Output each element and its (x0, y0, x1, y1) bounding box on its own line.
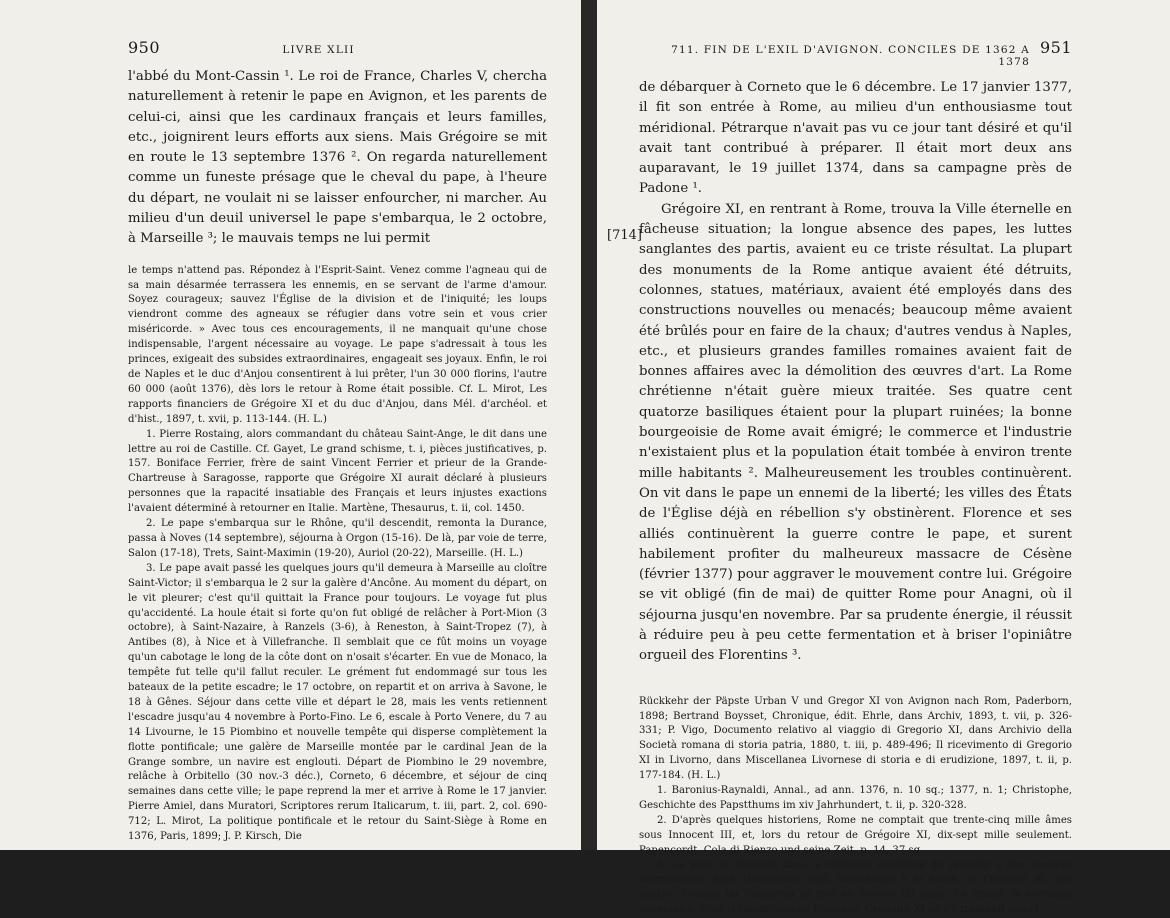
page-number: 951 (1039, 38, 1072, 57)
running-title: 711. FIN DE L'EXIL D'AVIGNON. CONCILES DE 1362 A 1378 (671, 44, 1030, 68)
footnote: 3. Le pape se trouvait dans la fâcheuse condition de recourir à des services mercenaires. John Hawkwood était maintenant à la solde de Florence et, par contre, Rodolfo da Camerino se met au service du pape. Le grand, le véritable adversaire, c'est la république de Florence, Grégoire XI ne s'y trompait pas et (639, 859, 1072, 916)
running-head (639, 38, 1072, 68)
body-paragraph: l'abbé du Mont-Cassin ¹. Le roi de France, Charles V, chercha naturellement à retenir le pape en Avignon, et les parents de celui-ci, ainsi que les cardinaux français et leurs familles, etc., joignirent leurs efforts aux siens. Mais Grégoire se mit en route le 13 septembre 1376 ². On regarda naturellement comme un funeste présage que le cheval du pape, à l'heure du départ, ne voulait ni se laisser enfourcher, ni marcher. Au milieu d'un deuil universel le pape s'embarqua, le 2 octobre, à Marseille ³; le mauvais temps ne lui permit (128, 69, 547, 247)
body-paragraph: Grégoire XI, en rentrant à Rome, trouva la Ville éternelle en fâcheuse situation; la longue absence des papes, les luttes sanglantes des partis, avaient eu ce triste résultat. La plupart des monuments de la Rome antique avaient été détruits, colonnes, statues, matériaux, avaient été employés dans des constructions nouvelles ou menacés; beaucoup même avaient été brûlés pour en faire de la chaux; d'autres vendus à Naples, etc., et plusieurs grandes familles romaines avaient fait de bonnes affaires avec la démolition des œuvres d'art. La Rome chrétienne n'était guère mieux traitée. Ses quatre cent quatorze basiliques étaient pour la plupart ruinées; la bonne bourgeoisie de Rome avait émigré; le commerce et l'industrie n'existaient plus et la population était tombée à environ trente mille habitants ². Malheureusement les troubles continuèrent. On vit dans le pape un ennemi de la liberté; les villes des États de l'Église déjà en rébellion s'y obstinèrent. Florence et ses alliés continuèrent la guerre contre le pape, et surent habilement profiter du malheureux massacre de Césène (février 1377) pour aggraver le mouvement contre lui. Grégoire se vit obligé (fin de mai) de quitter Rome pour Anagni, où il séjourna jusqu'en novembre. Par sa prudente énergie, il réussit à réduire peu à peu cette fermentation et à briser l'opiniâtre orgueil des Florentins ³. (639, 201, 1072, 664)
left-page (0, 0, 581, 850)
footnote: 1. Pierre Rostaing, alors commandant du château Saint-Ange, le dit dans une lettre au roi de Castille. Cf. Gayet, Le grand schisme, t. i, pièces justificatives, p. 157. Boniface Ferrier, frère de saint Vincent Ferrier et prieur de la Grande-Chartreuse à Saragosse, rapporte que Grégoire XI aurait déclaré à plusieurs personnes que la rapacité insatiable des Français et leurs injustes exactions l'avaient déterminé à retourner en Italie. Martène, Thesaurus, t. ii, col. 1450. (128, 428, 547, 515)
book-gutter (581, 0, 597, 850)
footnote: 2. Le pape s'embarqua sur le Rhône, qu'il descendit, remonta la Durance, passa à Noves (14 septembre), séjourna à Orgon (15-16). De là, par voie de terre, Salon (17-18), Trets, Saint-Maximin (19-20), Auriol (20-22), Marseille. (H. L.) (128, 518, 547, 559)
footnote: Rückkehr der Päpste Urban V und Gregor XI von Avignon nach Rom, Paderborn, 1898; Bertrand Boysset, Chronique, édit. Ehrle, dans Archiv, 1893, t. vii, p. 326-331; P. Vigo, Documento relativo al viaggio di Gregorio XI, dans Archivio della Società romana di storia patria, 1880, t. iii, p. 489-496; Il ricevimento di Gregorio XI in Livorno, dans Miscellanea Livornese di storia e di erudizione, 1897, t. ii, p. 177-184. (H. L.) (639, 695, 1072, 782)
margin-number: [714] (607, 228, 642, 243)
footnote: 3. Le pape avait passé les quelques jours qu'il demeura à Marseille au cloître Saint-Victor; il s'embarqua le 2 sur la galère d'Ancône. Au moment du départ, on le vit pleurer; c'est qu'il quittait la France pour toujours. Le voyage fut plus qu'accidenté. La houle était si forte qu'on fut obligé de relâcher à Port-Mion (3 octobre), à Saint-Nazaire, à Ranzels (3-6), à Reneston, à Saint-Tropez (7), à Antibes (8), à Nice et à Villefranche. Il semblait que ce fût moins un voyage qu'un cabotage le long de la côte dont on n'osait s'écarter. En vue de Monaco, la tempête fut telle qu'il fallut reculer. Le grément fut endommagé sur tous les bateaux de la petite escadre; le 17 octobre, on repartit et on arriva à Savone, le 18 à Gênes. Séjour dans cette ville et départ le 28, mais les vents retiennent l'escadre jusqu'au 4 novembre à Porto-Fino. Le 6, escale à Porto Venere, du 7 au 14 Livourne, le 15 Piombino et nouvelle tempête qui disperse complètement la flotte pontificale; une galère de Marseille montée par le cardinal Jean de la Grange sombre, un navire est englouti. Départ de Piombino le 29 novembre, relâche à Orbitello (30 nov.-3 déc.), Corneto, 6 décembre, et séjour de cinq semaines dans cette ville; le pape reprend la mer et arrive à Rome le 17 janvier. Pierre Amiel, dans Muratori, Scriptores rerum Italicarum, t. iii, part. 2, col. 690-712; L. Mirot, La politique pontificale et le retour du Saint-Siège à Rome en 1376, Paris, 1899; J. P. Kirsch, Die (128, 562, 547, 843)
main-text (128, 67, 547, 250)
running-head (128, 38, 547, 57)
footnotes (128, 264, 547, 845)
body-paragraph: de débarquer à Corneto que le 6 décembre. Le 17 janvier 1377, il fit son entrée à Rome, au milieu d'un enthousiasme tout méridional. Pétrarque n'avait pas vu ce jour tant désiré et qu'il avait tant contribué à préparer. Il était mort deux ans auparavant, le 19 juillet 1374, dans sa campagne près de Padone ¹. (639, 80, 1072, 197)
footnote: 1. Baronius-Raynaldi, Annal., ad ann. 1376, n. 10 sq.; 1377, n. 1; Christophe, Geschichte des Papstthums im xiv Jahrhundert, t. ii, p. 320-328. (639, 785, 1072, 811)
page-number: 950 (128, 38, 161, 57)
footnote: 2. D'après quelques historiens, Rome ne comptait que trente-cinq mille âmes sous Innocent III, et, lors du retour de Grégoire XI, dix-sept mille seulement. Papencordt, Cola di Rienzo und seine Zeit, p. 14, 37 sq. (639, 814, 1072, 856)
running-title: LIVRE XLII (282, 44, 355, 56)
footnote: le temps n'attend pas. Répondez à l'Esprit-Saint. Venez comme l'agneau qui de sa main désarmée terrassera les ennemis, en se servant de l'arme d'amour. Soyez courageux; sauvez l'Église de la division et de l'iniquité; les loups viendront comme des agneaux se réfugier dans votre sein et vous crier miséricorde. » Avec tous ces encouragements, il ne manquait qu'une chose indispensable, l'argent nécessaire au voyage. Le pape s'adressait à tous les princes, exigeait des subsides extraordinaires, engageait ses joyaux. Enfin, le roi de Naples et le duc d'Anjou consentirent à lui prêter, l'un 30 000 florins, l'autre 60 000 (août 1376), dès lors le retour à Rome était possible. Cf. L. Mirot, Les rapports financiers de Grégoire XI et du duc d'Anjou, dans Mél. d'archéol. et d'hist., 1897, t. xvii, p. 113-144. (H. L.) (128, 264, 547, 425)
footnotes (639, 695, 1072, 918)
main-text (639, 78, 1072, 667)
right-page (597, 0, 1170, 916)
